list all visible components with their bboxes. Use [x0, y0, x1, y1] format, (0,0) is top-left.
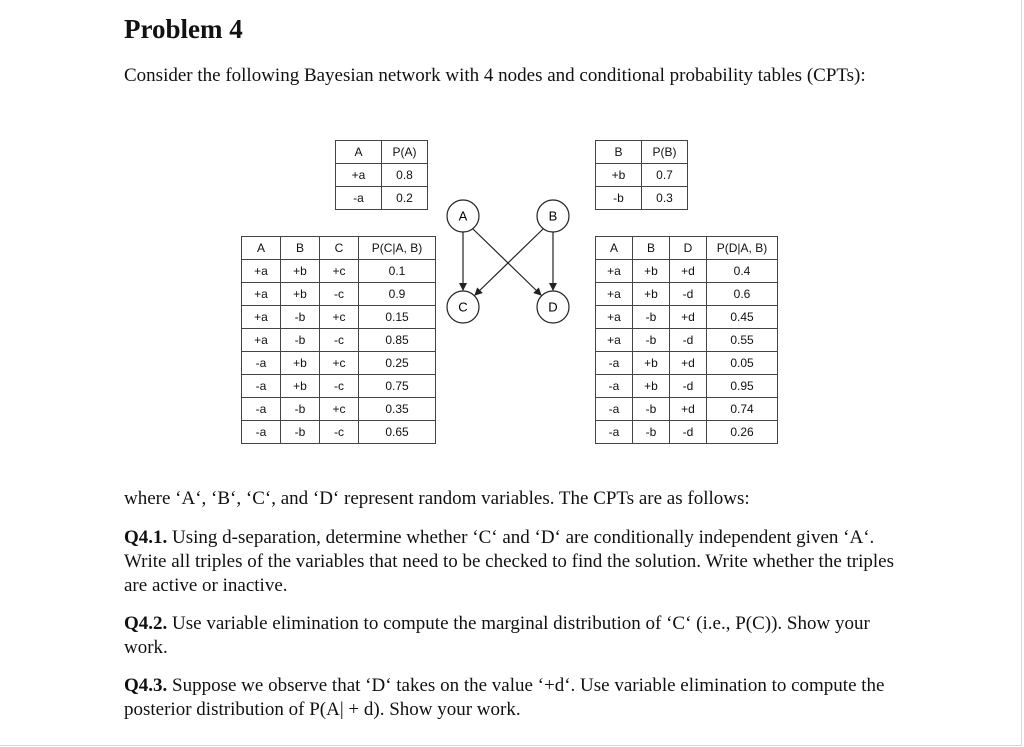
table-row	[242, 283, 436, 306]
table-cell: +a	[242, 306, 281, 329]
table-cell: 0.9	[359, 283, 436, 306]
table-p-c-given-a-b	[241, 236, 436, 444]
table-cell: +d	[670, 398, 707, 421]
table-cell: -d	[670, 283, 707, 306]
header-cell: P(B)	[642, 141, 688, 164]
header-cell: P(A)	[382, 141, 428, 164]
edge-a-d	[473, 229, 541, 295]
table-cell: 0.05	[707, 352, 778, 375]
table-cell: +c	[320, 352, 359, 375]
table-cell: -c	[320, 421, 359, 444]
question-label: Q4.2.	[124, 613, 168, 634]
table-cell: 0.35	[359, 398, 436, 421]
node-c-label: C	[458, 299, 468, 315]
node-c	[447, 291, 479, 323]
table-row	[596, 375, 778, 398]
table-cell: -b	[633, 398, 670, 421]
header-cell: C	[320, 237, 359, 260]
node-d	[537, 291, 569, 323]
table-cell: +c	[320, 260, 359, 283]
table-p-a	[335, 140, 428, 210]
table-cell: -b	[596, 187, 642, 210]
problem-title: Problem 4	[124, 14, 243, 44]
table-p-b	[595, 140, 688, 210]
table-cell: -a	[336, 187, 382, 210]
table-cell: +b	[633, 375, 670, 398]
table-cell: +b	[281, 260, 320, 283]
table-row	[596, 306, 778, 329]
table-header-row	[242, 237, 436, 260]
table-cell: -b	[633, 329, 670, 352]
table-row	[242, 352, 436, 375]
header-cell: D	[670, 237, 707, 260]
table-cell: +d	[670, 306, 707, 329]
table-row	[242, 306, 436, 329]
header-cell: P(C|A, B)	[359, 237, 436, 260]
table-cell: -a	[242, 375, 281, 398]
table-header-row	[596, 237, 778, 260]
table-row	[596, 260, 778, 283]
question-text: Using d-separation, determine whether ‘C‘ and ‘D‘ are conditionally independent given ‘A‘. Write all triples of the variables that need to be checked to find the solution. Write whether the triples are active or inactive.	[124, 527, 895, 596]
table-row	[242, 421, 436, 444]
table-row	[242, 398, 436, 421]
node-d-label: D	[548, 299, 558, 315]
header-cell: P(D|A, B)	[707, 237, 778, 260]
question-4-3	[124, 674, 914, 722]
table-cell: 0.75	[359, 375, 436, 398]
table-cell: 0.1	[359, 260, 436, 283]
table-cell: +b	[281, 352, 320, 375]
intro-paragraph: Consider the following Bayesian network with 4 nodes and conditional probability tables (CPTs):	[124, 65, 866, 86]
table-cell: 0.15	[359, 306, 436, 329]
table-cell: 0.85	[359, 329, 436, 352]
table-row	[596, 352, 778, 375]
table-cell: +c	[320, 306, 359, 329]
table-cell: -b	[633, 421, 670, 444]
table-cell: -c	[320, 283, 359, 306]
table-row	[242, 260, 436, 283]
table-cell: 0.55	[707, 329, 778, 352]
table-cell: 0.7	[642, 164, 688, 187]
table-row	[596, 421, 778, 444]
table-row	[596, 187, 688, 210]
table-cell: +b	[633, 283, 670, 306]
table-cell: +a	[336, 164, 382, 187]
table-cell: +a	[596, 329, 633, 352]
table-cell: +a	[242, 283, 281, 306]
table-cell: -a	[596, 352, 633, 375]
header-cell: B	[596, 141, 642, 164]
table-cell: 0.3	[642, 187, 688, 210]
node-a-label: A	[458, 208, 468, 224]
question-text: Suppose we observe that ‘D‘ takes on the value ‘+d‘. Use variable elimination to compute the posterior distribution of P(A| + d). Show your work.	[124, 675, 885, 720]
table-cell: +b	[596, 164, 642, 187]
header-cell: B	[633, 237, 670, 260]
table-cell: -d	[670, 329, 707, 352]
question-label: Q4.3.	[124, 675, 168, 696]
edge-b-c	[475, 229, 543, 295]
table-cell: +d	[670, 260, 707, 283]
table-cell: -a	[242, 352, 281, 375]
table-cell: -b	[281, 306, 320, 329]
table-row	[336, 187, 428, 210]
header-cell: A	[596, 237, 633, 260]
table-cell: -a	[242, 421, 281, 444]
table-row	[596, 164, 688, 187]
table-cell: -a	[596, 375, 633, 398]
table-cell: -a	[596, 421, 633, 444]
table-cell: -d	[670, 375, 707, 398]
table-cell: 0.95	[707, 375, 778, 398]
table-cell: 0.2	[382, 187, 428, 210]
header-cell: B	[281, 237, 320, 260]
table-cell: +b	[281, 283, 320, 306]
table-cell: +b	[281, 375, 320, 398]
table-cell: +a	[242, 260, 281, 283]
table-row	[596, 329, 778, 352]
table-cell: 0.26	[707, 421, 778, 444]
node-b-label: B	[548, 208, 558, 224]
table-cell: +d	[670, 352, 707, 375]
table-header-row	[596, 141, 688, 164]
table-cell: 0.8	[382, 164, 428, 187]
table-cell: +b	[633, 352, 670, 375]
table-p-d-given-a-b	[595, 236, 778, 444]
table-cell: +c	[320, 398, 359, 421]
table-cell: 0.74	[707, 398, 778, 421]
table-cell: -c	[320, 375, 359, 398]
where-sentence: where ‘A‘, ‘B‘, ‘C‘, and ‘D‘ represent random variables. The CPTs are as follows:	[124, 488, 750, 509]
question-label: Q4.1.	[124, 527, 168, 548]
table-cell: +a	[596, 283, 633, 306]
table-header-row	[336, 141, 428, 164]
node-a	[447, 200, 479, 232]
table-cell: -b	[281, 398, 320, 421]
table-row	[242, 375, 436, 398]
table-cell: -c	[320, 329, 359, 352]
header-cell: A	[242, 237, 281, 260]
table-cell: +a	[596, 260, 633, 283]
table-cell: -b	[281, 421, 320, 444]
question-4-1	[124, 526, 914, 598]
table-cell: 0.65	[359, 421, 436, 444]
table-cell: -b	[633, 306, 670, 329]
table-row	[336, 164, 428, 187]
node-b	[537, 200, 569, 232]
table-cell: -a	[596, 398, 633, 421]
bayesian-network-diagram	[430, 185, 590, 330]
table-cell: 0.45	[707, 306, 778, 329]
table-cell: +a	[242, 329, 281, 352]
table-row	[596, 283, 778, 306]
table-cell: 0.25	[359, 352, 436, 375]
table-row	[596, 398, 778, 421]
table-cell: -a	[242, 398, 281, 421]
table-cell: -d	[670, 421, 707, 444]
table-cell: +a	[596, 306, 633, 329]
header-cell: A	[336, 141, 382, 164]
table-cell: 0.4	[707, 260, 778, 283]
table-row	[242, 329, 436, 352]
table-cell: -b	[281, 329, 320, 352]
question-text: Use variable elimination to compute the marginal distribution of ‘C‘ (i.e., P(C)). Show your work.	[124, 613, 870, 658]
question-4-2	[124, 612, 914, 660]
table-cell: 0.6	[707, 283, 778, 306]
table-cell: +b	[633, 260, 670, 283]
